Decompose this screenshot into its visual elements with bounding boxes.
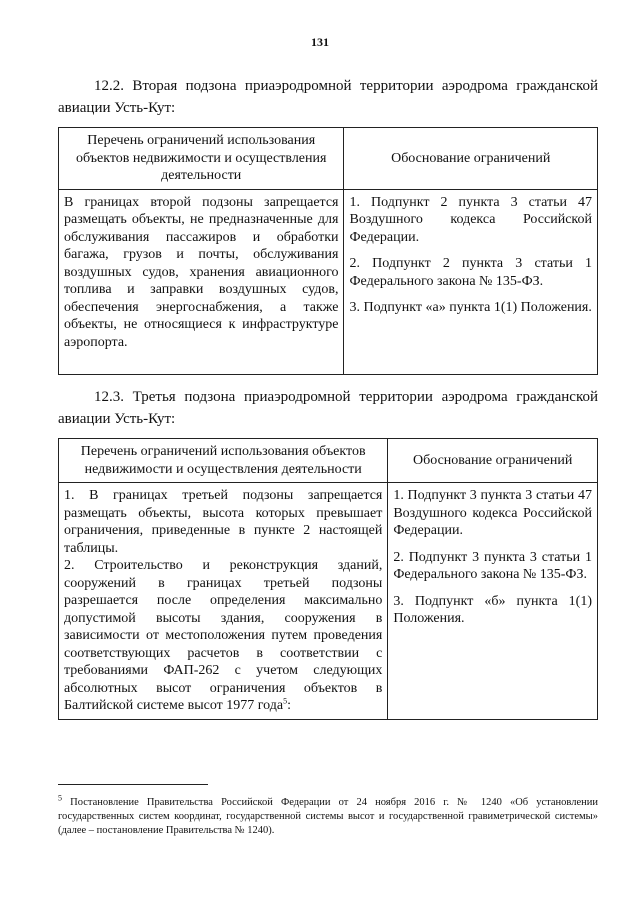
basis-item: 2. Подпункт 3 пункта 3 статьи 1 Федерального закона № 135-ФЗ.	[393, 549, 592, 582]
column-header-basis: Обоснование ограничений	[388, 439, 598, 483]
table-header-row	[59, 128, 598, 190]
restriction-item-end: :	[287, 698, 291, 713]
column-header-basis: Обоснование ограничений	[344, 128, 598, 190]
basis-item: 1. Подпункт 3 пункта 3 статьи 47 Воздушного кодекса Российской Федерации.	[393, 488, 592, 538]
basis-item: 1. Подпункт 2 пункта 3 статьи 47 Воздушного кодекса Российской Федерации.	[349, 194, 592, 245]
footnote	[58, 793, 598, 838]
restriction-item	[64, 557, 382, 715]
footnote-text: Постановление Правительства Российской Федерации от 24 ноября 2016 г. № 1240 «Об установлении государственных систем координат, государственной системы высот и государственной гравиметрической системы» (далее – постановление Правительства № 1240).	[58, 797, 598, 836]
second-subzone-table	[58, 127, 598, 375]
third-subzone-table	[58, 438, 598, 720]
footnote-divider	[58, 784, 208, 785]
restriction-cell	[59, 483, 388, 720]
basis-cell	[388, 483, 598, 720]
page-number: 131	[311, 35, 329, 49]
restriction-item: 1. В границах третьей подзоны запрещается размещать объекты, высота которых превышает ограничения, приведенные в пункте 2 настоящей таблицы.	[64, 488, 383, 556]
restriction-cell	[59, 189, 344, 374]
basis-item: 3. Подпункт «а» пункта 1(1) Положения.	[349, 300, 592, 315]
column-header-restrictions: Перечень ограничений использования объектов недвижимости и осуществления деятельности	[59, 128, 344, 190]
restriction-item-text: 2. Строительство и реконструкция зданий, сооружений в границах третьей подзоны разрешается после определения максимально допустимой высоты здания, сооружения в зависимости от местоположения путем проведения соответствующих расчетов в соответствии с требованиями ФАП-262 с учетом следующих абсолютных высот ограничения объектов в Балтийской системе высот 1977 года	[64, 558, 383, 713]
basis-item: 2. Подпункт 2 пункта 3 статьи 1 Федерального закона № 135-ФЗ.	[349, 256, 592, 289]
basis-item: 3. Подпункт «б» пункта 1(1) Положения.	[393, 593, 592, 626]
footnote-mark: 5	[58, 793, 62, 803]
section-heading-12-2: 12.2. Вторая подзона приаэродромной территории аэродрома гражданской авиации Усть-Кут:	[58, 78, 598, 116]
column-header-restrictions: Перечень ограничений использования объектов недвижимости и осуществления деятельности	[59, 439, 388, 483]
footnote-reference: 5	[283, 696, 288, 706]
section-heading-12-3: 12.3. Третья подзона приаэродромной территории аэродрома гражданской авиации Усть-Кут:	[58, 389, 598, 427]
table-row	[59, 483, 598, 720]
restriction-text: В границах второй подзоны запрещается размещать объекты, не предназначенные для обслуживания пассажиров и обработки багажа, грузов и почты, обслуживания воздушных судов, хранения авиационного топлива и заправки воздушных судов, обеспечения энергоснабжения, а также объекты, не относящиеся к инфраструктуре аэропорта.	[64, 194, 339, 350]
basis-cell	[344, 189, 598, 374]
table-header-row	[59, 439, 598, 483]
table-row	[59, 189, 598, 374]
